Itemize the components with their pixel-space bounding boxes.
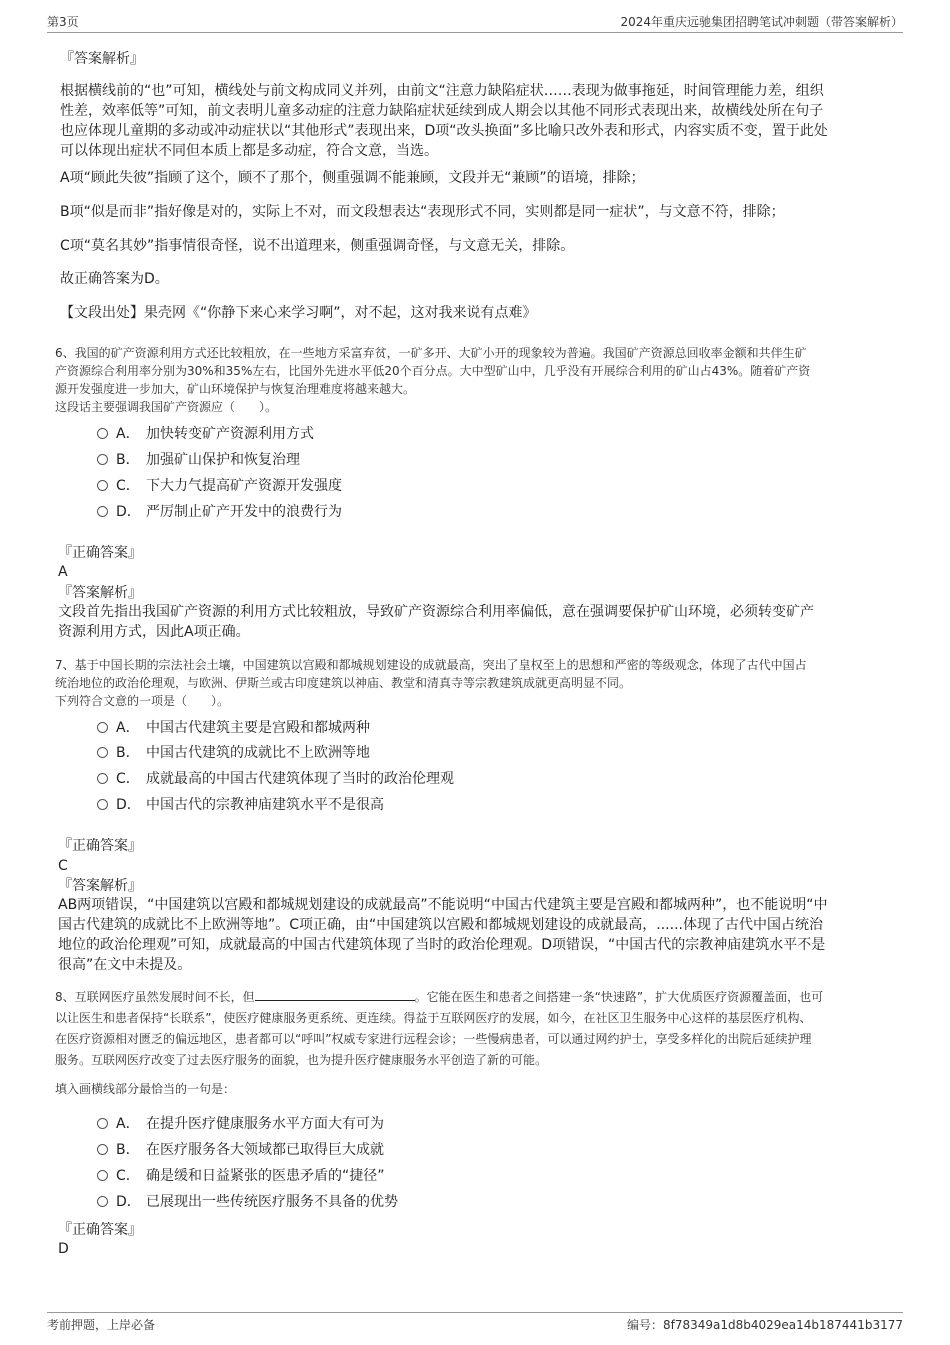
q7-option-b[interactable]: B． 中国古代建筑的成就比不上欧洲等地: [97, 742, 370, 764]
q7-answer: C: [58, 858, 68, 874]
q7-option-c[interactable]: C． 成就最高的中国古代建筑体现了当时的政治伦理观: [97, 768, 454, 790]
q6-answer-label: 『正确答案』: [58, 545, 142, 561]
q7-option-a[interactable]: A． 中国古代建筑主要是宫殿和都城两种: [97, 717, 370, 739]
q5-analysis-line: 也应体现儿童期的多动或冲动症状以“其他形式”表现出来，D项“改头换面”多比喻只改外表和形式，内容实质不变，置于此处: [60, 123, 828, 139]
q6-stem-line: 6、我国的矿产资源利用方式还比较粗放，在一些地方采富弃贫，一矿多开、大矿小开的现象较为普遍。我国矿产资源总回收率金额和共伴生矿: [55, 346, 807, 360]
q7-analysis-label: 『答案解析』: [58, 878, 142, 894]
footer-slogan: 考前押题，上岸必备: [47, 1318, 156, 1332]
q8-stem-line: 在医疗资源相对匮乏的偏远地区，患者都可以“呼叫”权威专家进行远程会诊；一些慢病患者，可以通过网约护士，享受多样化的出院后延续护理: [55, 1032, 812, 1046]
q5-conclusion: 故正确答案为D。: [60, 271, 169, 287]
q6-answer: A: [58, 564, 68, 580]
q6-stem-line: 源开发强度进一步加大，矿山环境保护与恢复治理难度将越来越大。: [55, 382, 416, 396]
q8-option-a[interactable]: A． 在提升医疗健康服务水平方面大有可为: [97, 1113, 384, 1135]
page-footer: [47, 1312, 903, 1337]
q5-source: 【文段出处】果壳网《“你静下来心来学习啊”，对不起，这对我来说有点难》: [60, 305, 537, 321]
q7-answer-label: 『正确答案』: [58, 838, 142, 854]
q6-option-c[interactable]: C． 下大力气提高矿产资源开发强度: [97, 475, 342, 497]
q5-analysis-line: 根据横线前的“也”可知，横线处与前文构成同义并列，由前文“注意力缺陷症状……表现为做事拖延，时间管理能力差，组织: [60, 83, 824, 99]
q8-prompt: 填入画横线部分最恰当的一句是：: [55, 1082, 236, 1096]
q7-stem: [55, 656, 915, 710]
q7-stem-line: 下列符合文意的一项是（ ）。: [55, 694, 230, 708]
q7-option-d[interactable]: D． 中国古代的宗教神庙建筑水平不是很高: [97, 794, 384, 816]
radio-icon[interactable]: [97, 428, 108, 439]
q7-analysis: [58, 895, 908, 975]
q7-analysis-line: 地位的政治伦理观”可知，成就最高的中国古代建筑体现了当时的政治伦理观。D项错误，“中国古代的宗教神庙建筑水平不是: [58, 937, 826, 953]
q6-stem-line: 产资源综合利用率分别为30%和35%左右，比国外先进水平低20个百分点。大中型矿山中，几乎没有开展综合利用的矿山占43%。随着矿产资: [55, 364, 811, 378]
q5-analysis-line: 可以体现出症状不同但本质上都是多动症，符合文意，当选。: [60, 143, 438, 159]
q8-stem: [55, 987, 915, 1071]
q8-stem-line: 8、互联网医疗虽然发展时间不长，但 。它能在医生和患者之间搭建一条“快速路”，扩大优质医疗资源覆盖面，也可: [55, 990, 824, 1004]
q6-stem: [55, 344, 915, 416]
q5-option-c-note: C项“莫名其妙”指事情很奇怪，说不出道理来，侧重强调奇怪，与文意无关，排除。: [60, 238, 575, 254]
q6-analysis: [58, 602, 908, 642]
q5-option-b-note: B项“似是而非”指好像是对的，实际上不对，而文段想表达“表现形式不同，实则都是同一症状”，与文意不符，排除；: [60, 204, 785, 220]
q5-analysis-label: 『答案解析』: [60, 51, 144, 67]
q7-analysis-line: 国古代建筑的成就比不上欧洲等地”。C项正确，由“中国建筑以宫殿和都城规划建设的成就最高，......体现了古代中国占统治: [58, 917, 823, 933]
radio-icon[interactable]: [97, 1170, 108, 1181]
q6-analysis-line: 文段首先指出我国矿产资源的利用方式比较粗放，导致矿产资源综合利用率偏低，意在强调要保护矿山环境，必须转变矿产: [58, 604, 814, 620]
document-code: 编号：8f78349a1d8b4029ea14b187441b3177: [626, 1318, 903, 1332]
radio-icon[interactable]: [97, 506, 108, 517]
q6-option-d[interactable]: D． 严厉制止矿产开发中的浪费行为: [97, 501, 342, 523]
q8-answer: D: [58, 1241, 69, 1257]
radio-icon[interactable]: [97, 1196, 108, 1207]
q6-option-b[interactable]: B． 加强矿山保护和恢复治理: [97, 449, 300, 471]
q7-analysis-line: AB两项错误，“中国建筑以宫殿和都城规划建设的成就最高”不能说明“中国古代建筑主要是宫殿和都城两种”，也不能说明“中: [58, 897, 828, 913]
q5-analysis: [60, 81, 910, 161]
q6-stem-line: 这段话主要强调我国矿产资源应（ ）。: [55, 400, 278, 414]
document-title: 2024年重庆远驰集团招聘笔试冲刺题（带答案解析）: [620, 15, 903, 29]
q8-option-c[interactable]: C． 确是缓和日益紧张的医患矛盾的“捷径”: [97, 1165, 385, 1187]
fill-blank: [255, 988, 415, 1001]
q8-stem-line: 以让医生和患者保持“长联系”，使医疗健康服务更系统、更连续。得益于互联网医疗的发展，如今，在社区卫生服务中心这样的基层医疗机构、: [55, 1011, 812, 1025]
q8-answer-label: 『正确答案』: [58, 1222, 142, 1238]
q7-stem-line: 7、基于中国长期的宗法社会土壤，中国建筑以宫殿和都城规划建设的成就最高，突出了皇权至上的思想和严密的等级观念，体现了古代中国占: [55, 658, 807, 672]
radio-icon[interactable]: [97, 799, 108, 810]
q7-stem-line: 统治地位的政治伦理观，与欧洲、伊斯兰或古印度建筑以神庙、教堂和清真寺等宗教建筑成就更高明显不同。: [55, 676, 632, 690]
q8-option-b[interactable]: B． 在医疗服务各大领域都已取得巨大成就: [97, 1139, 384, 1161]
q6-option-a[interactable]: A． 加快转变矿产资源利用方式: [97, 423, 314, 445]
radio-icon[interactable]: [97, 747, 108, 758]
radio-icon[interactable]: [97, 722, 108, 733]
q6-analysis-label: 『答案解析』: [58, 585, 142, 601]
q8-option-d[interactable]: D． 已展现出一些传统医疗服务不具备的优势: [97, 1191, 398, 1213]
radio-icon[interactable]: [97, 480, 108, 491]
q7-analysis-line: 很高”在文中未提及。: [58, 957, 192, 973]
page-header: [47, 10, 903, 33]
q5-option-a-note: A项“顾此失彼”指顾了这个，顾不了那个，侧重强调不能兼顾，文段并无“兼顾”的语境，排除；: [60, 170, 645, 186]
q6-analysis-line: 资源利用方式，因此A项正确。: [58, 624, 250, 640]
q8-stem-line: 服务。互联网医疗改变了过去医疗服务的面貌，也为提升医疗健康服务水平创造了新的可能。: [55, 1053, 548, 1067]
radio-icon[interactable]: [97, 1144, 108, 1155]
radio-icon[interactable]: [97, 454, 108, 465]
q5-analysis-line: 性差，效率低等”可知，前文表明儿童多动症的注意力缺陷症状延续到成人期会以其他不同形式表现出来，故横线处所在句子: [60, 103, 824, 119]
radio-icon[interactable]: [97, 1118, 108, 1129]
page-number: 第3页: [47, 15, 79, 29]
radio-icon[interactable]: [97, 773, 108, 784]
